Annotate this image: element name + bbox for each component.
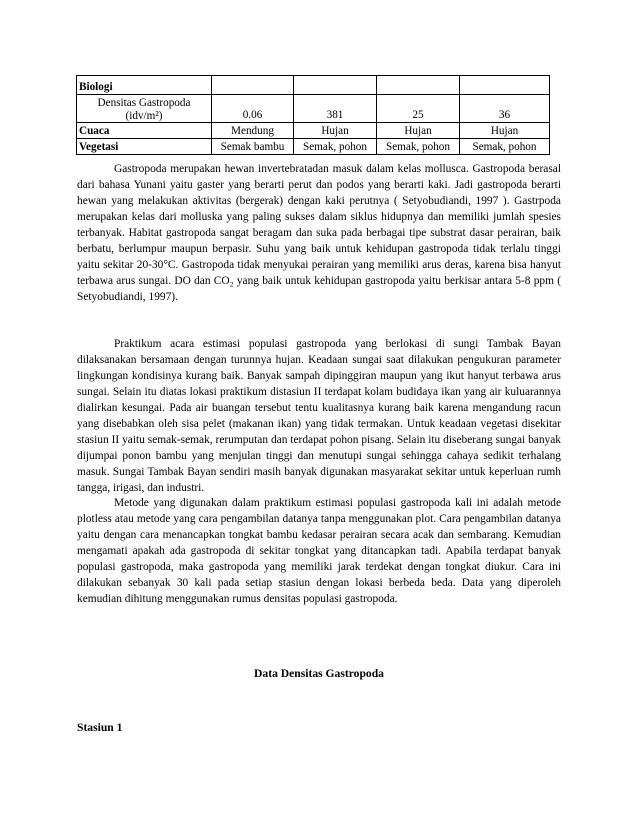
table-cell: 381 <box>294 95 377 123</box>
row-label <box>77 95 212 123</box>
table-cell: Semak, pohon <box>377 139 460 155</box>
station-heading: Stasiun 1 <box>77 721 123 734</box>
table-cell: 36 <box>460 95 550 123</box>
table-cell <box>377 76 460 95</box>
table-cell <box>212 76 294 95</box>
section-title: Data Densitas Gastropoda <box>254 667 384 680</box>
table-row-biologi <box>77 76 550 95</box>
paragraph-method <box>77 496 561 608</box>
parameter-table <box>76 75 550 155</box>
table-cell: Semak, pohon <box>294 139 377 155</box>
row-label-unit: (idv/m²) <box>125 109 163 122</box>
paragraph-site-conditions <box>77 337 561 497</box>
paragraph-text: Metode yang digunakan dalam praktikum estimasi populasi gastropoda kali ini adalah metode plotless atau metode yang cara pengambilan datanya tanpa menggunakan plot. Cara pengambilan datanya yaitu dengan cara menancapkan tongkat bambu kedasar perairan secara acak dan sembarang. Kemudian mengamati apakah ada gastropoda di sekitar tongkat yang ditancapkan tadi. Apabila terdapat banyak populasi gastropoda, maka gastropoda yang memiliki jarak terdekat dengan tongkat diukur. Cara ini dilakukan sebanyak 30 kali pada setiap stasiun dengan lokasi berbeda beda. Data yang diperoleh kemudian dihitung menggunakan rumus densitas populasi gastropoda. <box>77 497 561 605</box>
table-cell: Semak, pohon <box>460 139 550 155</box>
row-label: Vegetasi <box>77 139 212 155</box>
table-row-densitas <box>77 95 550 123</box>
table-cell: Mendung <box>212 123 294 139</box>
row-label: Biologi <box>77 76 212 95</box>
table-cell: Semak bambu <box>212 139 294 155</box>
paragraph-text: Praktikum acara estimasi populasi gastropoda yang berlokasi di sungi Tambak Bayan dilaksanakan bersamaan dengan turunnya hujan. Keadaan sungai saat dilakukan pengukuran parameter lingkungan kondisinya kurang baik. Banyak sampah dipinggiran maupun yang ikut hanyut terbawa arus sungai. Selain itu diatas lokasi praktikum distasiun II terdapat kolam budidaya ikan yang air kuluarannya dialirkan kesungai. Pada air buangan tersebut tentu kualitasnya kurang baik karena mengandung racun yang disebabkan oleh sisa pelet (makanan ikan) yang tidak termakan. Untuk keadaan vegetasi disekitar stasiun II yaitu semak-semak, rerumputan dan terdapat pohon pisang. Selain itu diseberang sungai banyak dijumpai ponon bambu yang menjulan tinggi dan menutupi sungai sehingga cahaya sedikit terhalang masuk. Sungai Tambak Bayan sendiri masih banyak digunakan masyarakat sekitar untuk keperluan rumh tangga, irigasi, dan industri. <box>77 338 561 494</box>
table-cell: 0.06 <box>212 95 294 123</box>
paragraph-text: Gastropoda merupakan hewan invertebratadan masuk dalam kelas mollusca. Gastropoda berasal dari bahasa Yunani yaitu gaster yang berarti perut dan podos yang berarti kaki. Jadi gastropoda berarti hewan yang melakukan aktivitas (bergerak) dengan kaki perutnya ( Setyobudiandi, 1997 ). Gastrpoda merupakan kelas dari molluska yang paling sukses dalam siklus hidupnya dan memiliki jumlah spesies terbanyak. Habitat gastropoda sangat beragam dan suka pada berbagai tipe substrat dasar perairan, baik berbatu, berlumpur maupun berpasir. Suhu yang baik untuk kehidupan gastropoda tidak terlalu tinggi yaitu sekitar 20-30°C. Gastropoda tidak menyukai perairan yang memiliki arus deras, karena bisa hanyut terbawa arus sungai. DO dan CO₂ yang baik untuk kehidupan gastropoda yaitu berkisar antara 5-8 ppm ( Setyobudiandi, 1997). <box>77 163 561 303</box>
row-label: Cuaca <box>77 123 212 139</box>
table-row-cuaca <box>77 123 550 139</box>
table-cell <box>460 76 550 95</box>
table-row-vegetasi <box>77 139 550 155</box>
row-label-line: Densitas Gastropoda <box>97 97 191 109</box>
table-cell: Hujan <box>460 123 550 139</box>
table-cell: 25 <box>377 95 460 123</box>
table-cell <box>294 76 377 95</box>
table-cell: Hujan <box>377 123 460 139</box>
paragraph-gastropoda-intro <box>77 162 561 306</box>
table-cell: Hujan <box>294 123 377 139</box>
